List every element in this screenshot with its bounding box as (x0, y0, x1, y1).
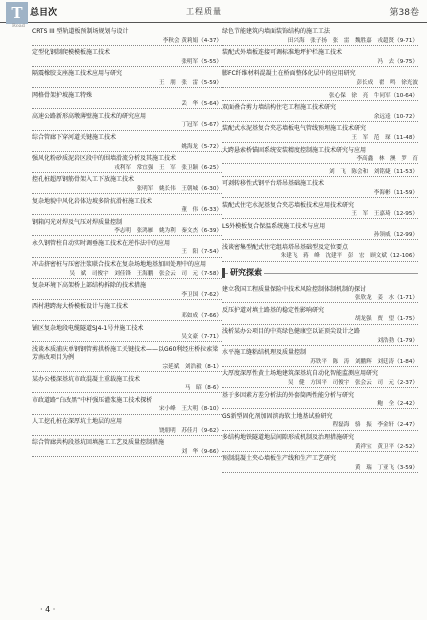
toc-entry-title: 综合管廊下穿河道关键施工技术 (32, 133, 117, 141)
toc-entry-title: GS新型固化剂加固滨海软土地基试验研究 (222, 412, 333, 420)
toc-entry[interactable] (222, 434, 418, 452)
toc-entry[interactable] (222, 92, 418, 101)
toc-entry-authors: 鲍 全（2-42） (222, 400, 418, 409)
toc-entry-authors: 董 伟（6-33） (32, 206, 222, 215)
toc-entry[interactable] (32, 198, 222, 216)
journal-title: 工程质量 (186, 7, 222, 16)
toc-entry-title: 建立我国工程质量保险中技术风险控制体制机制的探讨 (222, 285, 367, 293)
toc-entry[interactable] (32, 92, 222, 110)
toc-entry-authors: 田兴海 张子扬 张 雷 魏胜嘉 戎超贤（9-71） (222, 37, 418, 46)
toc-entry[interactable] (222, 202, 418, 220)
toc-entry-authors: 黄祥宝 黄卫平（2-52） (222, 443, 418, 452)
toc-entry-title: 装配式水泥基复合夹芯墙板电气管线预埋施工技术研究 (222, 125, 367, 133)
section-marker-icon (222, 268, 225, 278)
toc-entry[interactable] (32, 134, 222, 152)
toc-entry[interactable] (32, 155, 222, 173)
toc-entry[interactable] (32, 28, 222, 46)
toc-entry-title: 隔震橡胶支座施工技术应用与研究 (32, 70, 123, 78)
toc-entry-title: 钢箱闪光对焊及气压对焊质量控制 (32, 218, 123, 226)
toc-entry[interactable] (222, 49, 418, 67)
toc-entry-title: 装配式外墙板连接可调标准地坪护栏施工技术 (222, 49, 343, 57)
toc-entry[interactable] (222, 244, 418, 262)
toc-entry[interactable] (32, 176, 222, 194)
right-column (222, 28, 418, 476)
toc-entry-authors: 朱建飞 蒋 峰 沈建平 彭 宏 顾文斌（12-106） (222, 252, 418, 261)
toc-entry[interactable] (222, 349, 418, 367)
toc-entry-title: 永久钢管柱自动实时调垂施工技术在逆作法中的应用 (32, 239, 171, 247)
toc-entry-authors: 黄 瑞 丁亚飞（3-59） (222, 464, 418, 473)
toc-entry-title: LS外模板复合保温系统施工技术与应用 (222, 222, 326, 230)
toc-entry[interactable] (32, 261, 222, 279)
toc-entry[interactable] (222, 70, 418, 88)
toc-entry-authors: 王 军 王嘉琦（12-95） (222, 210, 418, 219)
toc-entry[interactable] (222, 455, 418, 473)
toc-entry-authors: 胡龙强 贾 望（1-75） (222, 315, 418, 324)
toc-entry-title: 人工挖孔桩在深厚坑土地层的应用 (32, 417, 123, 425)
journal-logo-sub: Road (12, 23, 25, 29)
toc-entry-authors: 李秋会 黄莉娟（4-37） (32, 37, 222, 46)
toc-entry[interactable] (222, 168, 418, 177)
toc-entry-authors: 戎利军 常宜强 王 军 张卫颖（6-25） (32, 164, 222, 173)
toc-entry-authors: 张欣龙 姜 水（1-71） (222, 294, 418, 303)
toc-entry-title: 综合管廊共构段基坑回填施工工艺及质量控制措施 (32, 439, 165, 447)
toc-entry-title: 强风化粉砂质泥岩区段中的围墙滑流分析及其施工技术 (32, 155, 177, 163)
toc-entry-authors: 吴 健 方国平 司俊宇 张会云 司 元（2-37） (222, 379, 418, 388)
toc-entry[interactable] (222, 307, 418, 325)
toc-entry-authors: 邓如成（7-66） (32, 312, 222, 321)
toc-entry-title: 高速公路新形高墩薄壁施工技术的研究应用 (32, 112, 147, 120)
section-title: 研究探索 (230, 267, 262, 277)
toc-entry-title: 反压护道对填土路基的稳定性影响研究 (222, 306, 325, 314)
journal-logo: T (6, 2, 28, 24)
toc-entry-authors: 饶朋明 苏佳月（9-62） (32, 427, 222, 436)
toc-entry[interactable] (222, 104, 418, 122)
toc-entry-authors: 彭长成 翟 鸣 徐光波 (222, 79, 418, 88)
toc-entry-title: 多结构地铁隧道地层间隙形成机制及治理措施研究 (222, 433, 355, 441)
toc-entry-authors: 余远逵（10-72） (222, 113, 418, 122)
page-number: · 4 · (40, 605, 56, 614)
toc-entry[interactable] (32, 376, 222, 394)
toc-entry-authors: 孙领威（12-99） (222, 231, 418, 240)
toc-entry-authors: 李海彬（11-59） (222, 189, 418, 198)
toc-entry-title: 双面叠合剪力墙结构住宅工程施工技术研究 (222, 104, 337, 112)
toc-entry-authors: 吴 斌 司俊宇 刘佳锋 王海鹏 张会云 司 元（7-58） (32, 270, 222, 279)
toc-entry[interactable] (222, 125, 418, 143)
toc-entry-title: 控孔桩超厚钢筋骨架入工下放施工技术 (32, 176, 135, 184)
toc-entry-authors: 王 朋 张 雷（5-59） (32, 79, 222, 88)
toc-entry-authors: 刘 飞 陈会和 刘铭婕（11-53） (222, 168, 418, 177)
toc-entry[interactable] (32, 418, 222, 436)
toc-entry-authors: 冯 去（9-75） (222, 58, 418, 67)
toc-entry-authors: 李高鑫 林 澳 罗 育 (222, 155, 418, 164)
toc-entry-authors: 刘 华（9-66） (32, 448, 222, 457)
toc-entry-authors: 宋小峰 王大明（8-10） (32, 405, 222, 414)
toc-entry-authors: 张明军（5-55） (32, 58, 222, 67)
toc-entry[interactable] (222, 180, 418, 198)
toc-entry-title: CRTS III 型轨道板预制场规划与设计 (32, 28, 129, 35)
toc-entry-title: 大厚度深厚性黄土场地建筑深基坑自动化智能监测应用研究 (222, 370, 379, 378)
toc-entry[interactable] (32, 49, 222, 67)
toc-entry[interactable] (222, 223, 418, 241)
page-header (0, 0, 427, 29)
toc-entry[interactable] (222, 286, 418, 304)
toc-entry-authors: 张明军 姚长伟 王朝城（6-30） (32, 185, 222, 194)
toc-entry-authors: 刘浩勃（1-79） (222, 337, 418, 346)
toc-entry-authors: 宗延斌 刘浩毅（8-1） (32, 363, 222, 372)
toc-entry[interactable] (32, 219, 222, 237)
toc-entry[interactable] (222, 328, 418, 346)
toc-entry-authors: 丁冠军（5-67） (32, 121, 222, 130)
toc-entry-title: 膨FC纤维材料混凝土在桥面整体化层中的应用研究 (222, 70, 356, 78)
toc-entry-title: 市政道路“白改黑”中杆强压灌浆施工技术探析 (32, 396, 153, 404)
toc-entry[interactable] (32, 282, 222, 300)
toc-entry-authors: 王 阳（7-54） (32, 248, 222, 257)
toc-entry[interactable] (32, 346, 222, 372)
volume-label: 第38卷 (389, 8, 419, 18)
toc-entry[interactable] (32, 397, 222, 415)
toc-entry-authors: 姚海龙（5-72） (32, 143, 222, 152)
toc-entry[interactable] (32, 70, 222, 88)
toc-entry-authors: 李志明 张鸿雁 姚为利 秦文杰（6-39） (32, 227, 222, 236)
toc-entry-authors: 吴文豪（7-71） (32, 333, 222, 342)
toc-entry-title: 冲击挤密桩与压密注浆联合技术在复杂场地地基加固处理中的应用 (32, 261, 207, 269)
toc-entry-title: 复杂地貌中风化岩体边坡多阶抗滑桩施工技术 (32, 197, 153, 205)
toc-entry-title: 装配式住宅水泥基复合夹芯墙板技术应用技术研究 (222, 201, 355, 209)
toc-entry[interactable] (222, 392, 418, 410)
toc-entry-title: 定型化钢制爬模模板施工技术 (32, 49, 111, 57)
toc-entry-title: 预制混凝土夹心墙板生产线和生产工艺研究 (222, 455, 337, 463)
toc-entry[interactable] (32, 439, 222, 457)
toc-entry-title: 浅析某办公项目的中英绿色健康空以证顶尖设计之路 (222, 328, 361, 336)
toc-entry-authors: 程磊海 骆 振 李金轩（2-47） (222, 421, 418, 430)
toc-entry-authors: 丢 华（5-64） (32, 100, 222, 109)
left-column (32, 28, 222, 460)
toc-entry-authors: 李卫国（7-62） (32, 291, 222, 300)
toc-entry[interactable] (222, 28, 418, 46)
toc-entry[interactable] (32, 303, 222, 321)
toc-entry-title: 可剥转移性式钢平台塔吊基础施工技术 (222, 180, 325, 188)
section-header-left: 总目次 (30, 8, 58, 18)
toc-entry[interactable] (222, 413, 418, 431)
toc-entry[interactable] (222, 370, 418, 388)
toc-entry-authors: 马 昭（8-6） (32, 384, 222, 393)
toc-entry[interactable] (32, 240, 222, 258)
toc-entry[interactable] (222, 147, 418, 165)
toc-entry-title: 西村港跨海大桥模板设计与施工技术 (32, 303, 129, 311)
toc-entry-title: 某办公楼深基坑市政混凝土重载施工技术 (32, 375, 141, 383)
toc-entry-authors: 张心保 徐 亮 牛同军（10-64） (222, 92, 418, 101)
section-heading (222, 266, 418, 280)
toc-entry-title: 水平施工缝粘结机理及质量控制 (222, 349, 307, 357)
toc-entry-title: 大跨悬索桥锚固系统安装精度控制施工技术研究与应用 (222, 146, 367, 154)
toc-entry-title: 浅谈密集型配式往宅组培塔吊基础型及定位要点 (222, 243, 349, 251)
toc-entry-title: 基于多因素方差分析法的外套筒两性能分析与研究 (222, 391, 355, 399)
toc-entry-title: 复杂环境下高架桥上部结构拆除的技术措施 (32, 282, 147, 290)
toc-entry[interactable] (32, 325, 222, 343)
toc-entry-title: 网格骨架护坡施工特殊 (32, 91, 93, 99)
toc-entry-authors: 苏铁平 陈 涛 刘鹏辉 刘廷涛（1-84） (222, 358, 418, 367)
toc-entry-title: 铺区复杂地段电缆隧道SJ4-1号井施工技术 (32, 324, 144, 332)
toc-entry-title: 绿色节能建筑内墙面装饰结构的施工工法 (222, 28, 331, 35)
toc-entry-authors: 王 军 范 琛（11-48） (222, 134, 418, 143)
toc-entry[interactable] (32, 113, 222, 131)
toc-entry-title: 浅谈木质浦庆单钢钢管剪拱桥施工关键技术——以G60利经庄桥拉索梁芳南改项目为例 (32, 345, 219, 362)
